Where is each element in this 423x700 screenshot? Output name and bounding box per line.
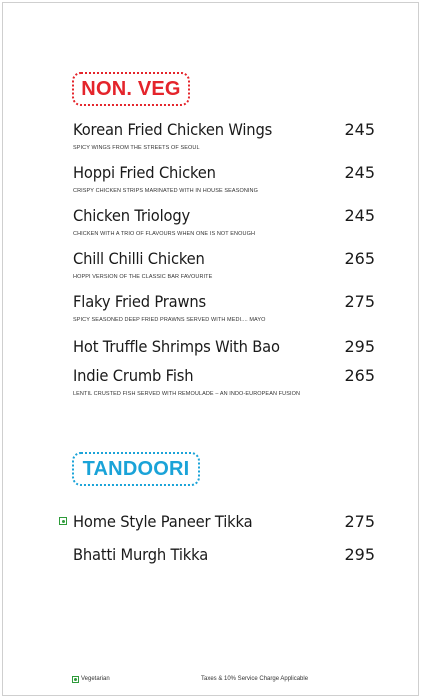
item-description: SPICY SEASONED DEEP FRIED PRAWNS SERVED WITH MEDI.... MAYO bbox=[73, 317, 266, 323]
item-price: 245 bbox=[344, 163, 375, 182]
tax-note: Taxes & 10% Service Charge Applicable bbox=[201, 676, 309, 682]
item-price: 275 bbox=[344, 292, 375, 311]
item-price: 265 bbox=[344, 249, 375, 268]
item-name: Hoppi Fried Chicken bbox=[73, 163, 216, 182]
veg-legend-icon bbox=[72, 676, 79, 683]
item-name: Indie Crumb Fish bbox=[73, 366, 194, 385]
section-title-tandoori bbox=[72, 452, 200, 486]
item-name: Home Style Paneer Tikka bbox=[73, 512, 253, 531]
item-description: HOPPI VERSION OF THE CLASSIC BAR FAVOURITE bbox=[73, 274, 213, 280]
item-description: CHICKEN WITH A TRIO OF FLAVOURS WHEN ONE IS NOT ENOUGH bbox=[73, 231, 256, 237]
item-description: SPICY WINGS FROM THE STREETS OF SEOUL bbox=[73, 145, 200, 151]
item-name: Hot Truffle Shrimps With Bao bbox=[73, 337, 280, 356]
item-name: Chill Chilli Chicken bbox=[73, 249, 205, 268]
section-title-tandoori-text: TANDOORI bbox=[82, 457, 190, 480]
item-price: 245 bbox=[344, 206, 375, 225]
veg-legend-label: Vegetarian bbox=[81, 676, 110, 682]
item-description: LENTIL CRUSTED FISH SERVED WITH REMOULADE – AN INDO-EUROPEAN FUSION bbox=[73, 391, 301, 397]
item-price: 295 bbox=[344, 337, 375, 356]
veg-mark-icon bbox=[59, 517, 67, 525]
item-name: Chicken Triology bbox=[73, 206, 191, 225]
item-description: CRISPY CHICKEN STRIPS MARINATED WITH IN HOUSE SEASONING bbox=[73, 188, 258, 194]
section-title-nonveg bbox=[72, 72, 190, 106]
item-price: 275 bbox=[344, 512, 375, 531]
item-price: 265 bbox=[344, 366, 375, 385]
item-name: Flaky Fried Prawns bbox=[73, 292, 207, 311]
item-name: Korean Fried Chicken Wings bbox=[73, 120, 273, 139]
item-price: 295 bbox=[344, 545, 375, 564]
section-title-nonveg-text: NON. VEG bbox=[81, 77, 181, 100]
item-name: Bhatti Murgh Tikka bbox=[73, 545, 209, 564]
item-price: 245 bbox=[344, 120, 375, 139]
